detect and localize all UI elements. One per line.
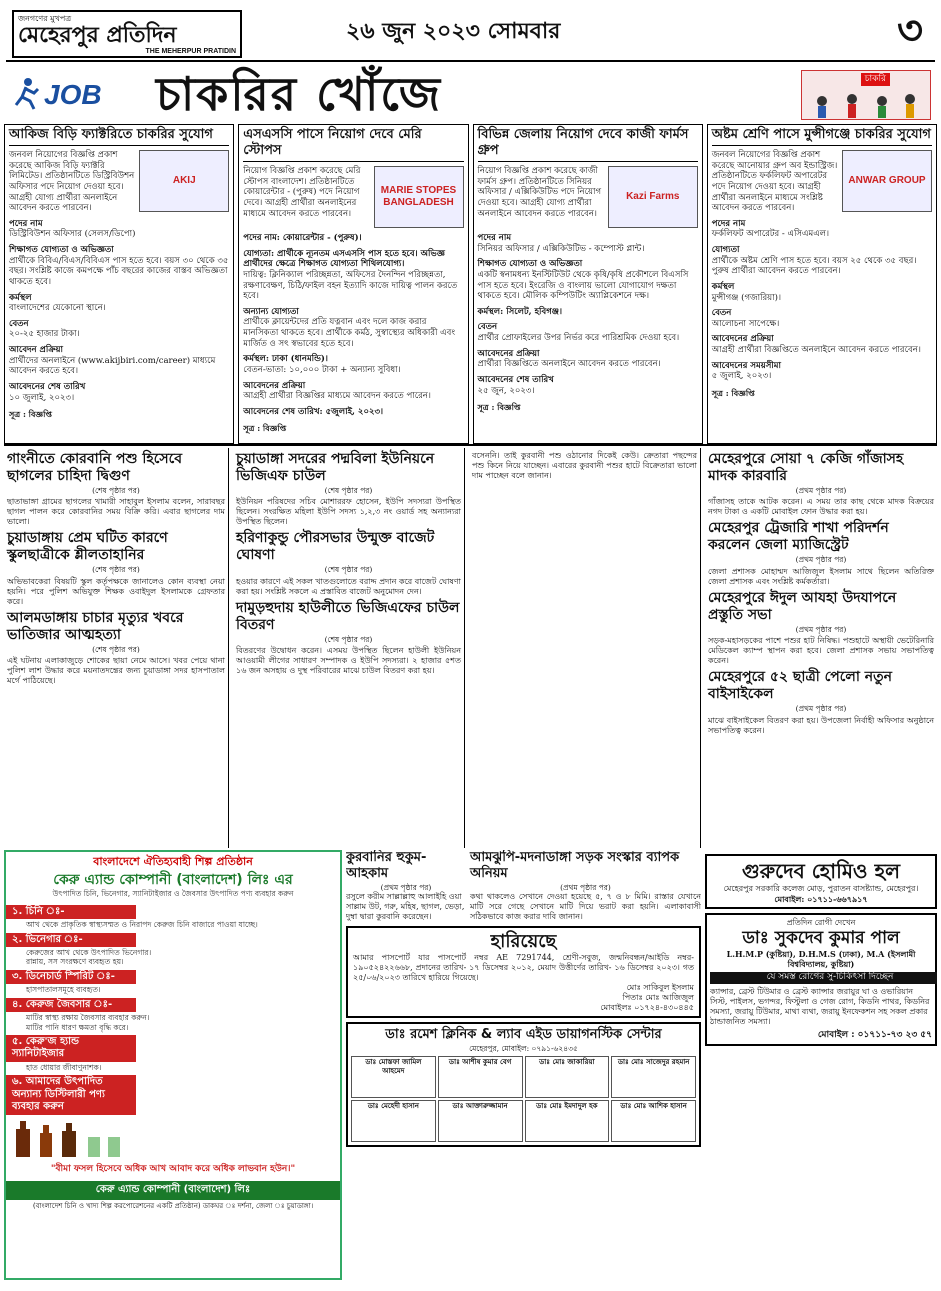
news-column-4 — [705, 448, 937, 848]
news-ref: (প্রথম পৃষ্ঠার পর) — [795, 704, 847, 714]
doctor-card — [525, 1056, 610, 1098]
job-deadline-label: আবেদনের শেষ তারিখ — [9, 381, 86, 392]
lost-text: আমার পাসপোর্ট যার পাসপোর্ট নম্বর AE 7291744, শ্রেণী-সবুজ, জন্মনিবন্ধন/আইডি নম্বর- ১৯০৫২৪২২৬৬৮, প্রদানের তারিখ- ১৭ ডিসেম্বর ২০১২, মেয়াদ উত্তীর্ণের তারিখ- ১৬ ডিসেম্বর ২০২৩। গত ২৫/০৬/২০২৩ তারিখে হারিয়ে গিয়েছে। — [353, 953, 694, 983]
news-ref: (প্রথম পৃষ্ঠার পর) — [795, 555, 847, 565]
job-edu: দায়িত্ব: ক্লিনিক্যাল পরিচ্ছন্নতা, অফিসের দৈনন্দিন পরিচ্ছন্নতা, রক্ষণাবেক্ষণ, চিঠি/ফাইল বহন ইত্যাদি কাজে দায়িত্ব পালন করতে হবে। — [243, 269, 458, 302]
job-apply-label: আবেদনের প্রক্রিয়া — [477, 348, 540, 359]
ad-item: হাসপাতালসমূহে ব্যবহৃত। — [26, 985, 101, 995]
doctor-card — [525, 1100, 610, 1142]
job-place: প্রার্থীকে ক্লায়েন্টদের প্রতি যত্নবান এবং দলে কাজ করার মানসিকতা থাকতে হবে। প্রার্থীকে কর্মঠ, সুস্বাস্থ্যের অধিকারী এবং মার্জিত ও সৎ স্বভাবের হতে হবে। — [243, 317, 456, 349]
qurbani-article — [346, 850, 466, 922]
doctor-card — [611, 1056, 696, 1098]
company-logo — [139, 150, 229, 212]
job-edu-label: যোগ্যতা: প্রার্থীকে ন্যূনতম এসএসসি পাস হতে হবে। অভিজ্ঞ প্রার্থীদের ক্ষেত্রে শিক্ষাগত যোগ্যতা শিথিলযোগ্য। — [243, 248, 445, 270]
news-article — [7, 610, 225, 686]
ad-sections — [6, 905, 340, 1115]
job-source: সূত্র : বিজ্ঞপ্তি — [243, 423, 287, 434]
company-logo-text: ANWAR GROUP — [843, 151, 931, 211]
news-body: ছাতাভাঙ্গা গ্রামের ছাগলের খামারী সাহাবুল ইসলাম বলেন, সারাবছর ছাগল পালন করে কোরবানির সময় বিক্রি করি। এবার ছাগলের দাম ভালো। — [7, 497, 225, 527]
job-post: ফর্কলিফট অপারেটর - এসিএমএল। — [711, 229, 830, 240]
job-post-label: পদের নাম — [477, 233, 512, 243]
brand-title: মেহেরপুর প্রতিদিন — [18, 23, 177, 48]
news-article — [708, 520, 934, 586]
job-edu-label: যোগ্যতা — [711, 245, 740, 255]
job-source: সূত্র : বিজ্ঞপ্তি — [711, 387, 755, 398]
doctor-card-name: ডাঃ মেহেদী হাসান — [367, 1101, 419, 1110]
news-ref: (শেষ পৃষ্ঠার পর) — [92, 644, 140, 654]
masthead — [6, 6, 935, 62]
ad-section-label: ২. ভিনেগার ঃ- — [6, 933, 136, 948]
news-article — [7, 451, 225, 527]
job-edu: প্রার্থীকে বিবিএ/বিএস/বিবিএস পাস হতে হবে। বয়স ৩০ থেকে ৩৫ বছর। সংশ্লিষ্ট কাজে কমপক্ষে পাঁচ বছরের কাজের বাস্তব অভিজ্ঞতা থাকতে হবে। — [9, 255, 229, 287]
ad-section — [6, 905, 340, 930]
doctor-card-name: ডাঃ মোঃ আশিক হাসান — [620, 1101, 687, 1110]
doctor-card-name: ডাঃ আশীষ কুমার বেগ — [448, 1057, 512, 1066]
job-salary: ২০-২৫ হাজার টাকা। — [9, 329, 80, 340]
job-logo-text: JOB — [44, 78, 102, 110]
job-intro: নিয়োগ বিজ্ঞপ্তি প্রকাশ করেছে মেরি স্টোপস বাংলাদেশ। প্রতিষ্ঠানটিতে কোয়ারেন্টার - (পুরুষ) পদে নিয়োগ দেবে। আগ্রহী প্রার্থীরা অনলাইনের মাধ্যমে আবেদন করতে পারবেন। — [243, 166, 361, 219]
page-number: ৩ — [896, 8, 923, 54]
news-ref: (শেষ পৃষ্ঠার পর) — [92, 486, 140, 495]
qurbani-headline: কুরবানির হুকুম-আহকাম — [346, 850, 427, 882]
news-body: মাঝে বাইসাইকেল বিতরণ করা হয়। উপজেলা নির্বাহী অফিসার অনুষ্ঠানে সভাপতিত্ব করেন। — [708, 715, 934, 735]
job-deadline: ৫ জুলাই, ২০২৩। — [711, 371, 772, 382]
company-logo-text: Kazi Farms — [609, 167, 697, 227]
news-body: জেলা প্রশাসক মোহাম্মদ আজিজুল ইসলাম সাথে ছিলেন অতিরিক্ত জেলা প্রশাসক এবং সংশ্লিষ্ট কর্মকর্তারা। — [708, 566, 934, 586]
doctor-phone: মোবাইল : ০১৭১১-৭৩ ২৩ ৫৭ — [817, 1029, 932, 1040]
homeo-ad — [705, 854, 937, 909]
job-deadline-label: আবেদনের শেষ তারিখ: ৫জুলাই, ২০২৩। — [243, 406, 384, 417]
news-article — [472, 451, 697, 481]
job-intro: নিয়োগ বিজ্ঞপ্তি প্রকাশ করেছে কাজী ফার্মস গ্রুপ। প্রতিষ্ঠানটিতে সিনিয়র অফিসার / এক্সিকিউটিভ পদে নিয়োগ দেওয়া হবে। আগ্রহী যোগ্য প্রার্থীরা অনলাইনে আবেদন করতে পারবেন। — [477, 166, 602, 219]
news-article — [708, 590, 934, 666]
job-intro: জনবল নিয়োগের বিজ্ঞপ্তি প্রকাশ করেছে আনোয়ার গ্রুপ অব ইন্ডাস্ট্রিজ। প্রতিষ্ঠানটিতে ফর্কলিফট অপারেটর পদে নিয়োগ দেওয়া হবে। আগ্রহী প্রার্থীরা অনলাইনে মাধ্যমে সংশ্লিষ্ট আবেদন করতে পারবেন। — [711, 150, 838, 214]
news-headline: আলমডাঙ্গায় চাচার মৃত্যুর খবরে ভাতিজার আত্মহত্যা — [7, 609, 184, 643]
news-body: হওয়ার কারণে এই সকল খাতগুলোতে বরাদ্দ প্রদান করে বাজেট ঘোষণা করা হয়। সংশ্লিষ্ট সকলে এ প্রস্তাবিত বাজেট অনুমোদন দেন। — [236, 576, 461, 596]
job-logo — [12, 74, 132, 114]
qurbani-body: রসুলে করীম সাল্লাল্লাহু আলাইহি ওয়া সাল্লাম উট, গরু, মহিষ, ছাগল, ভেড়া, দুম্বা দ্বারা কুরবানি করেছেন। — [346, 891, 465, 921]
road-body: কথা থাকলেও সেখানে দেওয়া হয়েছে ৫, ৭ ও ৮ মিমি। রাস্তার যেখানে মাটি সরে গেছে সেখানে মাটি দিয়ে ভরাট করা হয়নি। এলাকাবাসী সঠিকভাবে কাজ করার দাবি জানান। — [470, 891, 701, 921]
job-salary-label: বেতন — [477, 322, 498, 333]
job-deadline-label: আবেদনের শেষ তারিখ — [477, 374, 554, 385]
ad-section-label: ৫. কেরু'জ হ্যান্ড স্যানিটাইজার — [6, 1035, 136, 1062]
ad-item: রান্নায়, সস সংরক্ষণে ব্যবহৃত হয়। — [26, 957, 124, 967]
news-body: অভিভাবকেরা বিষয়টি স্কুল কর্তৃপক্ষকে জানালেও কোন ব্যবস্থা নেয়া হয়নি। পরে পুলিশ অভিযুক্ত শিক্ষক ওবাইদুল ইসলামকে গ্রেফতার করে। — [7, 576, 225, 606]
news-article — [708, 451, 934, 517]
banner-illustration — [801, 70, 931, 120]
doctor-card — [351, 1100, 436, 1142]
news-ref: (প্রথম পৃষ্ঠার পর) — [795, 624, 847, 634]
ad-section — [6, 1075, 340, 1115]
company-logo-text: MARIE STOPES BANGLADESH — [375, 167, 463, 227]
job-post: সিনিয়র অফিসার / এক্সিকিউটিভ - কম্পোস্ট প্লান্ট। — [477, 243, 645, 254]
news-column-3 — [469, 448, 701, 848]
job-apply-label: আবেদনের প্রক্রিয়া — [711, 334, 774, 345]
company-ad — [4, 850, 342, 1280]
news-body: সড়ক-মহাসড়কের পাশে পশুর হাট নিষিদ্ধ। পশুহাটে অস্থায়ী ভেটেরিনারি মেডিকেল ক্যাম্প স্থাপন করা হবে। জেলা প্রশাসক সভায় সভাপতিত্ব করেন। — [708, 636, 934, 666]
ad-section-label: ৬. আমাদের উৎপাদিত অন্যান্য ডিস্টিলারী পণ্য ব্যবহার করুন — [6, 1075, 136, 1115]
job-listing — [238, 124, 468, 444]
ad-section-label: ৩. ডিনেচার্ড স্পিরিট ঃ- — [6, 970, 136, 985]
company-logo-text: AKIJ — [140, 151, 228, 211]
doctor-name: ডাঃ সুকদেব কুমার পাল — [742, 928, 900, 948]
news-headline: মেহেরপুরে সোয়া ৭ কেজি গাঁজাসহ মাদক কারবারি — [708, 451, 904, 484]
company-logo — [608, 166, 698, 228]
job-edu: একটি স্বনামধন্য ইনস্টিটিউট থেকে কৃষি/কৃষি প্রকৌশলে বিএসসি পাস হতে হবে। ইংরেজি ও বাংলায় ভালো যোগাযোগ দক্ষতা থাকতে হবে। মৌলিক কম্পিউটিং অ্যাপ্লিকেশনে দক্ষ। — [477, 269, 689, 302]
lost-notice — [346, 926, 701, 1019]
job-post-label: পদের নাম — [9, 218, 43, 229]
ad-item: আখ থেকে প্রাকৃতিক স্বাস্থ্যসম্মত ও নিরাপদ কেরুজ চিনি বাজারে পাওয়া যাচ্ছে। — [26, 920, 258, 930]
news-body: ইউনিয়ন পরিষদের সচিব মোশাররফ হোসেন, ইউপি সদস্যরা উপস্থিত ছিলেন। সংরক্ষিত মহিলা ইউপি সদস্য ১,২,৩ নং ওয়ার্ড সহ অন্যান্যরা উপস্থিত ছিলেন। — [236, 497, 461, 527]
job-listings — [4, 124, 937, 446]
section-banner — [6, 66, 935, 122]
homeo-sub: মেহেরপুর সরকারি কলেজ মোড়, পুরাতন বাসষ্ট্যান্ড, মেহেরপুর। — [723, 884, 919, 893]
news-headline: হরিণাকুন্ডু পৌরসভার উন্মুক্ত বাজেট ঘোষণা — [236, 530, 435, 564]
center-column — [346, 850, 701, 1280]
doctor-card — [351, 1056, 436, 1098]
job-salary: বেতন-ভাতা: ১০,০০০ টাকা + অন্যান্য সুবিধা। — [243, 364, 401, 375]
ad-footer: কেরু এ্যান্ড কোম্পানী (বাংলাদেশ) লিঃ — [6, 1181, 340, 1200]
job-place-label: কর্মস্থল: সিলেট, হবিগঞ্জ। — [477, 306, 563, 317]
ad-footer-sub: (বাংলাদেশ চিনি ও খাদ্য শিল্প করপোরেশনের একটি প্রতিষ্ঠান) ডাকঘর ঃ দর্শনা, জেলা ঃ চুয়াডাঙ্গা। — [32, 1201, 314, 1210]
job-post-label: পদের নাম: কোয়ারেন্টার - (পুরুষ)। — [243, 233, 362, 243]
job-place: বাংলাদেশের যেকোনো স্থানে। — [9, 303, 106, 314]
job-post: ডিস্ট্রিবিউশন অফিসার (সেলস/ডিপো) — [9, 229, 136, 240]
job-salary-label: কর্মস্থল: ঢাকা (ধানমন্ডি)। — [243, 354, 328, 365]
job-title: এসএসসি পাসে নিয়োগ দেবে মেরি স্টোপস — [243, 127, 463, 162]
news-article — [708, 669, 934, 735]
tagline: জনগণের মুখপত্র — [18, 14, 72, 23]
homeo-phone: মোবাইল: ০১৭১১-৬৬৭৯১৭ — [774, 894, 868, 904]
ad-section-label: ৪. কেরুজ জৈবসার ঃ- — [6, 998, 136, 1013]
news-headline: মেহেরপুরে ঈদুল আযহা উদযাপনে প্রস্তুতি সভা — [708, 589, 897, 623]
banner-title: চাকরির খোঁজে — [156, 67, 442, 121]
doctor-card-name: ডাঃ আক্তারুজ্জামান — [452, 1101, 508, 1110]
ad-heading: বাংলাদেশে ঐতিহ্যবাহী শিল্প প্রতিষ্ঠান — [6, 852, 340, 872]
job-post-label: পদের নাম — [711, 218, 746, 229]
bottom-section — [4, 850, 937, 1280]
ad-subtitle: উৎপাদিত চিনি, ভিনেগার, স্যানিটাইজার ও জৈবসার উৎপাদিত পণ্য ব্যবহার করুন — [52, 889, 294, 899]
ad-company-name: কেরু এ্যান্ড কোম্পানী (বাংলাদেশ) লিঃ এর — [53, 871, 293, 888]
ad-item: মাটির স্বাস্থ্য রক্ষায় জৈবসার ব্যবহার করুন। — [26, 1013, 150, 1023]
job-salary-label: বেতন — [711, 308, 732, 319]
company-logo — [842, 150, 932, 212]
ad-section — [6, 970, 340, 995]
news-headline: দামুড়হুদায় হাউলীতে ভিজিএফের চাউল বিতরণ — [236, 599, 460, 633]
job-deadline-label: আবেদনের সময়সীমা — [711, 360, 781, 371]
job-place-label: কর্মস্থল — [711, 281, 735, 292]
news-section — [4, 448, 937, 848]
doctor-card-name: ডাঃ মোঃ ইমদাদুল হক — [536, 1101, 598, 1110]
lost-mobile: মোবাইলঃ ০১৭২৪-৪৩০৪৪৫ — [600, 1003, 694, 1013]
ad-slogan: "বীমা ফসল হিসেবে অধিক আখ আবাদ করে অধিক লাভবান হউন।" — [50, 1163, 296, 1174]
ad-item: হাত ধোয়ার জীবাণুনাশক। — [26, 1062, 102, 1072]
job-salary: আলোচনা সাপেক্ষে। — [711, 318, 780, 329]
doctor-card — [438, 1056, 523, 1098]
doctor-degree: L.H.M.P (কুষ্টিয়া), D.H.M.S (ঢাকা), M.A (ইসলামী বিশ্ববিদ্যালয়, কুষ্টিয়া) — [726, 949, 916, 970]
lost-name: মোঃ সাকিবুল ইসলাম — [626, 983, 694, 993]
ad-section — [6, 1035, 340, 1072]
news-ref: (শেষ পৃষ্ঠার পর) — [92, 565, 140, 575]
banner-tag: চাকরি — [861, 73, 890, 86]
news-headline: গাংনীতে কোরবানি পশু হিসেবে ছাগলের চাহিদা দ্বিগুণ — [7, 451, 183, 484]
qurbani-ref: (প্রথম পৃষ্ঠার পর) — [380, 882, 432, 892]
news-article — [7, 530, 225, 606]
doctor-grid — [351, 1056, 696, 1142]
news-body: গাঁজাসহ তাকে আটক করেন। এ সময় তার কাছ থেকে মাদক বিক্রয়ের নগদ টাকা ও একটি মোবাইল ফোন উদ্ধার করা হয়। — [708, 497, 934, 517]
job-apply: প্রার্থীদের অনলাইনে (www.akijbiri.com/career) মাধ্যমে আবেদন করতে হবে। — [9, 355, 216, 377]
news-ref: (শেষ পৃষ্ঠার পর) — [324, 486, 373, 495]
job-apply: আগ্রহী প্রার্থীরা বিজ্ঞপ্তিতে অনলাইনে আবেদন করতে পারবেন। — [711, 345, 921, 355]
job-listing — [707, 124, 937, 444]
job-edu: প্রার্থীকে অষ্টম শ্রেণি পাস হতে হবে। বয়স ২৫ থেকে ৩৫ বছর। পুরুষ প্রার্থীরা আবেদন করতে পারবেন। — [711, 255, 917, 277]
news-article — [236, 451, 461, 527]
news-headline: চুয়াডাঙ্গায় প্রেম ঘটিত কারণে স্কুলছাত্রীকে শ্লীলতাহানির — [7, 530, 168, 564]
job-edu-label: শিক্ষাগত যোগ্যতা ও অভিজ্ঞতা — [9, 245, 114, 255]
job-salary: প্রার্থীর প্রোফাইলের উপর নির্ভর করে পারিশ্রমিক দেওয়া হবে। — [477, 333, 680, 343]
ad-section — [6, 998, 340, 1032]
road-ref: (প্রথম পৃষ্ঠার পর) — [560, 882, 611, 892]
brand-subtitle: THE MEHERPUR PRATIDIN — [145, 48, 236, 55]
road-headline: আমঝুপি-মদনাডাঙ্গা সড়ক সংস্কার ব্যাপক অনিয়ম — [470, 850, 680, 882]
job-source: সূত্র : বিজ্ঞপ্তি — [9, 409, 52, 420]
job-place-label: কর্মস্থল — [9, 292, 32, 303]
doctor-card-name: ডাঃ মোঃ জাকারিয়া — [539, 1057, 595, 1066]
road-article — [470, 850, 701, 922]
ad-section-label: ১. চিনি ঃ- — [6, 905, 136, 920]
job-apply-label: আবেদনের প্রক্রিয়া — [243, 380, 306, 391]
job-source: সূত্র : বিজ্ঞপ্তি — [477, 402, 521, 413]
ad-section — [6, 933, 340, 967]
doctor-note: যে সমস্ত রোগের সু-চিকিৎসা দিচ্ছেন — [710, 972, 937, 983]
job-apply-label: আবেদন প্রক্রিয়া — [9, 345, 63, 355]
company-logo — [374, 166, 464, 228]
job-title: আকিজ বিড়ি ফ্যাক্টরিতে চাকরির সুযোগ — [9, 127, 229, 146]
brand-block — [12, 10, 242, 58]
job-salary-label: বেতন — [9, 318, 29, 329]
job-listing — [4, 124, 234, 444]
job-edu-label: শিক্ষাগত যোগ্যতা ও অভিজ্ঞতা — [477, 259, 583, 270]
runner-icon — [12, 77, 40, 111]
doctor-pre: প্রতিদিন রোগী দেখেন — [786, 918, 856, 927]
job-place: মুন্সীগঞ্জ (গজারিয়া)। — [711, 292, 782, 303]
doctor-text: ক্যান্সার, ব্রেস্ট টিউমার ও ব্রেস্ট ক্যান্সার জরায়ুর ঘা ও ওভারিয়ান সিস্ট, পাইলস, ভগন্দর, ফিস্টুলা ও গেজ রোগ, কিডনি পাথর, কিডনির সমস্যা, জরায়ু টিউমার, মাথা ব্যথা, জরায়ু ইনফেকশন সহ সকল প্রকার ঠান্ডাজনিত সমস্যা। — [710, 986, 930, 1026]
dateline: ২৬ জুন ২০২৩ সোমবার — [346, 19, 561, 44]
job-title: অষ্টম শ্রেণি পাসে মুন্সীগঞ্জে চাকরির সুযোগ — [712, 127, 932, 146]
job-apply: আগ্রহী প্রার্থীরা বিজ্ঞপ্তির মাধ্যমে আবেদন করতে পারেন। — [243, 391, 431, 402]
clinic-sub: মেহেরপুর, মোবাইল: ০৭৯১-৬২৪৩৫ — [469, 1043, 578, 1053]
job-apply: প্রার্থীরা বিজ্ঞপ্তিতে অনলাইনে আবেদন করতে পারবেন। — [477, 359, 661, 370]
clinic-ad — [346, 1022, 701, 1147]
doctor-card — [438, 1100, 523, 1142]
homeo-title: গুরুদেব হোমিও হল — [741, 859, 901, 883]
ad-item: মাটির পানি ধারণ ক্ষমতা বৃদ্ধি করে। — [26, 1022, 129, 1032]
news-body: বিতরণের উদ্বোধন করেন। এসময় উপস্থিত ছিলেন হাউলী ইউনিয়ন আওয়ামী লীগের সাধারণ সম্পাদক ও ইউপি সদস্যরা। ২ হাজার ৫শত ১৬ জন অসহায় ও দুস্থ পরিবারের মাঝে চাউল বিতরণ করা হয়। — [236, 646, 461, 676]
news-ref: (শেষ পৃষ্ঠার পর) — [324, 565, 373, 575]
lost-father: পিতাঃ মোঃ আজিজুল — [622, 993, 694, 1003]
job-place-label: অন্যান্য যোগ্যতা — [243, 306, 299, 317]
bottle-icon — [12, 1119, 132, 1159]
job-deadline: ২৫ জুন, ২০২৩। — [477, 385, 535, 396]
clinic-title: ডাঃ রমেশ ক্লিনিক & ল্যাব এইড ডায়াগনস্টিক সেন্টার — [385, 1027, 662, 1043]
news-article — [236, 600, 461, 676]
ad-item: কেরুজের আখ থেকে উৎপাদিত ভিনেগার। — [26, 948, 152, 957]
job-listing — [473, 124, 703, 444]
news-headline: চুয়াডাঙ্গা সদরের পদ্মবিলা ইউনিয়নে ভিজিএফ চাউল — [236, 451, 435, 484]
news-headline: মেহেরপুরে ৫২ ছাত্রী পেলো নতুন বাইসাইকেল — [708, 669, 893, 703]
news-column-2 — [233, 448, 465, 848]
news-body: বসেননি। তাই কুরবানী পশু ওঠানোর দিকেই কেউ। ক্রেতারা পছন্দের পশু কিনে নিয়ে যাচ্ছেন। এবারের কুরবানী পশুর হাটে বিক্রেতারা ভালো দাম পাচ্ছেন বলে জানান। — [472, 451, 697, 480]
job-intro: জনবল নিয়োগের বিজ্ঞপ্তি প্রকাশ করেছে আকিজ বিড়ি ফ্যাক্টরি লিমিটেড। প্রতিষ্ঠানটিতে ডিস্ট্রিবিউশন অফিসার পদে নিয়োগ দেওয়া হবে। আগ্রহী যোগ্য প্রার্থীরা অনলাইনে আবেদন করতে পারবেন। — [9, 150, 135, 214]
doctor-card — [611, 1100, 696, 1142]
lost-title: হারিয়েছে — [490, 930, 557, 952]
job-title: বিভিন্ন জেলায় নিয়োগ দেবে কাজী ফার্মস গ্রুপ — [478, 127, 698, 162]
doctor-card-name: ডাঃ মোস্তফা জামিল আহমেদ — [365, 1057, 422, 1075]
news-article — [236, 530, 461, 596]
news-column-1 — [4, 448, 229, 848]
right-column — [705, 850, 937, 1280]
job-deadline: ১০ জুলাই, ২০২৩। — [9, 392, 75, 403]
news-ref: (শেষ পৃষ্ঠার পর) — [324, 634, 373, 644]
news-headline: মেহেরপুর ট্রেজারি শাখা পরিদর্শন করলেন জেলা ম্যাজিস্ট্রেট — [708, 520, 889, 554]
news-body: এই ঘটনায় এলাকাজুড়ে শোকের ছায়া নেমে আসে। খবর পেয়ে থানা পুলিশ লাশ উদ্ধার করে ময়নাতদন্তের জন্য চুয়াডাঙ্গা সদর হাসপাতাল মর্গে পাঠিয়েছে। — [7, 656, 225, 686]
doctor-card-name: ডাঃ মোঃ সাজেদুর রহমান — [617, 1057, 690, 1066]
news-ref: (প্রথম পৃষ্ঠার পর) — [795, 486, 847, 495]
doctor-ad — [705, 913, 937, 1046]
